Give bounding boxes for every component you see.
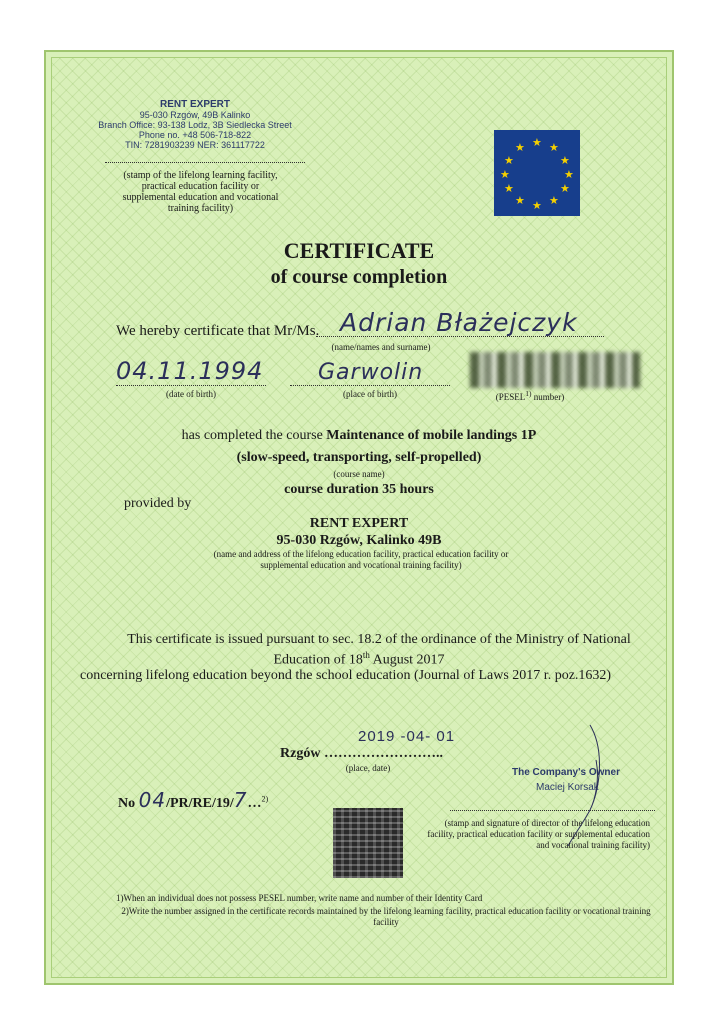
holder-intro: We hereby certificate that Mr/Ms. xyxy=(116,323,320,339)
issuer-name: RENT EXPERT xyxy=(159,99,230,110)
certificate-subtitle: of course completion xyxy=(270,266,448,288)
place-date-caption: (place, date) xyxy=(345,763,391,773)
signature-dotted-line xyxy=(450,810,655,811)
holder-name: Adrian Błażejczyk xyxy=(340,308,578,337)
stamp-dotted-line xyxy=(105,162,305,163)
course-name-detail: (slow-speed, transporting, self-propelled) xyxy=(236,450,482,465)
name-caption: (name/names and surname) xyxy=(331,342,431,352)
pesel-caption: (PESEL$^{1)}$ number) xyxy=(495,389,565,402)
dob-dotted-line xyxy=(116,385,266,386)
place-of-birth: Garwolin xyxy=(318,360,424,385)
pesel-redacted xyxy=(470,352,640,388)
eu-flag-icon: ★ ★ ★ ★ ★ ★ ★ ★ ★ ★ ★ ★ xyxy=(494,130,580,216)
date-of-birth: 04.11.1994 xyxy=(116,357,264,385)
legal-line-3: concerning lifelong education beyond the school education (Journal of Laws 2017 r. poz.1632) xyxy=(80,668,612,683)
legal-line-1: This certificate is issued pursuant to sec. 18.2 of the ordinance of the Ministry of National xyxy=(127,632,631,647)
footnote-2: 2)Write the number assigned in the certificate records maintained by the lifelong learning facility, practical education facility or vocational training facility xyxy=(121,906,651,927)
provider-name: RENT EXPERT xyxy=(309,516,409,531)
owner-name: Maciej Korsak xyxy=(536,782,599,793)
owner-role: The Company's Owner xyxy=(512,767,620,778)
issuer-branch: Branch Office: 93-138 Lodz, 3B Siedlecka Street xyxy=(98,120,292,130)
certificate-number: No 04/PR/RE/19/7…$^{2)}$ xyxy=(118,788,269,812)
course-duration: course duration 35 hours xyxy=(284,482,434,497)
issuer-phone: Phone no. +48 506-718-822 xyxy=(138,130,252,140)
dob-caption: (date of birth) xyxy=(166,389,216,399)
pob-caption: (place of birth) xyxy=(343,389,397,399)
course-caption: (course name) xyxy=(333,469,385,479)
course-line: has completed the course Maintenance of mobile landings 1P xyxy=(181,428,537,443)
legal-line-2: Education of 18th August 2017 xyxy=(273,650,445,668)
provider-address: 95-030 Rzgów, Kalinko 49B xyxy=(276,533,442,548)
pob-dotted-line xyxy=(290,385,450,386)
certificate-title: CERTIFICATE xyxy=(283,238,435,263)
issuer-stamp xyxy=(95,100,295,150)
issuer-address: 95-030 Rzgów, 49B Kalinko xyxy=(139,110,251,120)
date-stamp: 2019 -04- 01 xyxy=(358,728,456,745)
place: Rzgów …………………….. xyxy=(280,746,443,761)
course-name: Maintenance of mobile landings 1P xyxy=(326,428,537,443)
footnote-1: 1)When an individual does not possess PESEL number, write name and number of their Identity Card xyxy=(116,893,483,903)
issuer-tax: TIN: 7281903239 NER: 361117722 xyxy=(125,140,265,150)
provider-caption: (name and address of the lifelong education facility, practical education facility or supplemental education and vocational training facility) xyxy=(213,549,509,570)
provided-by-label: provided by xyxy=(124,496,192,511)
stamp-caption: (stamp of the lifelong learning facility, practical education facility or supplemental education and vocational training facility) xyxy=(122,170,279,214)
security-hologram xyxy=(333,808,403,878)
signature-caption: (stamp and signature of director of the lifelong education facility, practical education facility or supplemental education and vocational training facility) xyxy=(427,818,650,850)
